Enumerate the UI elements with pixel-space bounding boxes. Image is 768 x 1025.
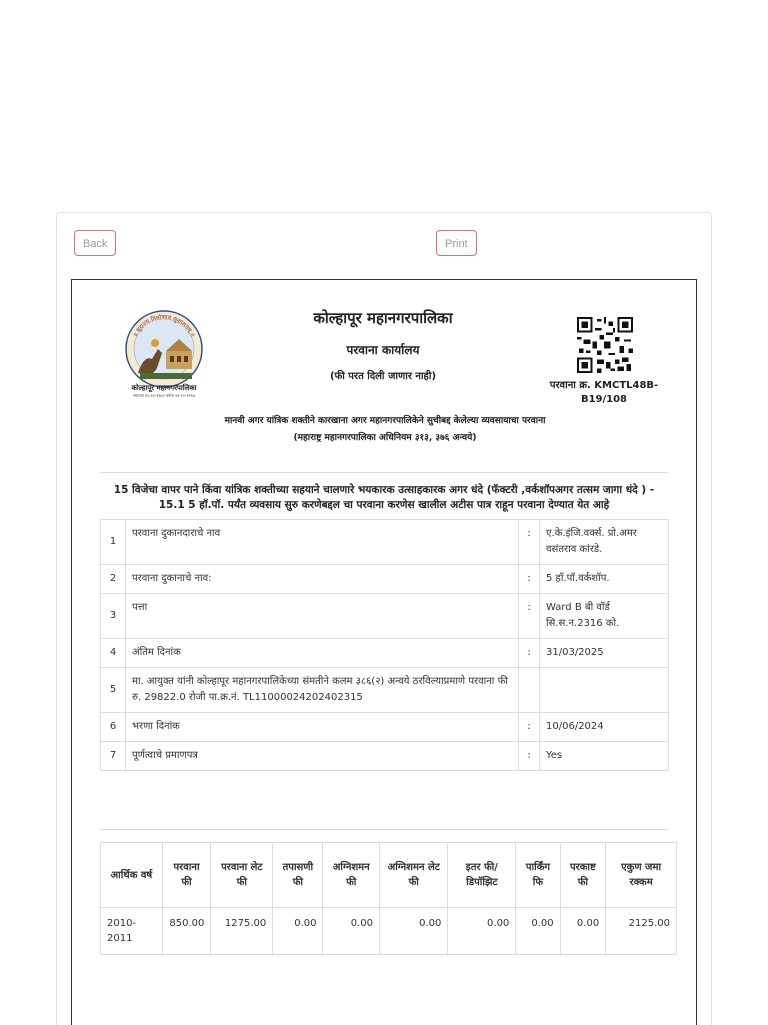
- fee-column-header: आर्थिक वर्ष: [101, 843, 163, 908]
- detail-label: पत्ता: [126, 594, 519, 639]
- fee-cell: 0.00: [560, 908, 606, 955]
- detail-number: 2: [101, 565, 126, 594]
- detail-colon: :: [519, 713, 540, 742]
- office-title: परवाना कार्यालय: [346, 343, 420, 357]
- fee-column-header: एकुण जमा रक्कम: [606, 843, 677, 908]
- license-description-line1: मानवी अगर यांत्रिक शक्तीने कारखाना अगर महानगरपालिकेने सुचीबद्द केलेल्या व्यवसायाचा परवाना: [224, 416, 546, 426]
- license-description-line2: (महाराष्ट्र महानगरपालिका अधिनियम ३१३, ३७६ अन्वये): [293, 433, 477, 443]
- detail-number: 3: [101, 594, 126, 639]
- detail-value: 31/03/2025: [540, 639, 669, 668]
- detail-colon: :: [519, 742, 540, 771]
- detail-label: भरणा दिनांक: [126, 713, 519, 742]
- detail-row: [101, 594, 669, 639]
- fee-cell: 0.00: [516, 908, 560, 955]
- logo-caption: [108, 384, 220, 399]
- detail-label: मा. आयुक्त यांनी कोल्हापूर महानगरपालिकेच्या संमतीने कलम ३८६(२) अन्वये ठरविल्याप्रमाणे परवाना फी रु. 29822.0 रोजी पा.क्र.नं. TL11000024202402315: [126, 668, 519, 713]
- license-description: [100, 413, 670, 447]
- fee-cell: 0.00: [380, 908, 448, 955]
- detail-value: 10/06/2024: [540, 713, 669, 742]
- fee-cell: 0.00: [323, 908, 380, 955]
- print-button[interactable]: Print: [436, 230, 477, 256]
- detail-number: 7: [101, 742, 126, 771]
- fee-column-header: परकाष्ट फी: [560, 843, 606, 908]
- non-refundable-note: (फी परत दिली जाणार नाही): [329, 371, 437, 382]
- detail-value: [540, 668, 669, 713]
- qr-code-icon: [577, 317, 633, 373]
- corporation-title: कोल्हापूर महानगरपालिका: [313, 309, 453, 327]
- detail-row: [101, 639, 669, 668]
- fee-column-header: परवाना लेट फी: [211, 843, 273, 908]
- detail-number: 4: [101, 639, 126, 668]
- detail-colon: [519, 668, 540, 713]
- detail-row: [101, 713, 669, 742]
- detail-row: [101, 520, 669, 565]
- detail-row: [101, 742, 669, 771]
- detail-colon: :: [519, 565, 540, 594]
- detail-number: 1: [101, 520, 126, 565]
- detail-label: परवाना दुकानदाराचे नाव: [126, 520, 519, 565]
- fee-table: [100, 842, 677, 955]
- fee-column-header: अग्निशमन फी: [323, 843, 380, 908]
- fee-column-header: पार्किंग फि: [516, 843, 560, 908]
- detail-label: पूर्णत्वाचे प्रमाणपत्र: [126, 742, 519, 771]
- license-details-table: [100, 519, 669, 771]
- fee-cell: 2010-2011: [101, 908, 163, 955]
- fee-column-header: अग्निशमन लेट फी: [380, 843, 448, 908]
- svg-text:॥ सुराज्य निर्माणाय सुशासनम् ॥: ॥ सुराज्य निर्माणाय सुशासनम् ॥: [131, 313, 197, 339]
- fee-column-header: परवाना फी: [162, 843, 211, 908]
- detail-value: 5 हॉ.पॉ.वर्कशॉप.: [540, 565, 669, 594]
- fee-cell: 1275.00: [211, 908, 273, 955]
- back-button[interactable]: Back: [74, 230, 116, 256]
- fee-cell: 850.00: [162, 908, 211, 955]
- fee-cell: 0.00: [273, 908, 323, 955]
- detail-value: ए.के.इंजि.वर्क्स. प्रो.अमर वसंतराव कांरडे.: [540, 520, 669, 565]
- detail-number: 5: [101, 668, 126, 713]
- business-category: 15 विजेचा वापर पाने किंवा यांत्रिक शक्तीच्या सहयाने चालणारे भयकारक उत्साहकारक अगर धंदे (फॅक्टरी ,वर्कशॉपअगर तत्सम जागा धंदे ) - 15.1 5 हॉ.पॉ. पर्यंत व्यवसाय सुरु करणेबद्दल चा परवाना करणेस खालील अटीस पात्र राहून परवाना देण्यात येत आहे: [113, 484, 655, 511]
- detail-number: 6: [101, 713, 126, 742]
- detail-value: Yes: [540, 742, 669, 771]
- divider: [100, 472, 668, 473]
- logo-caption-title: कोल्हापूर महानगरपालिका: [131, 384, 197, 392]
- fee-cell: 2125.00: [606, 908, 677, 955]
- detail-label: अंतिम दिनांक: [126, 639, 519, 668]
- fee-column-header: तपासणी फी: [273, 843, 323, 908]
- divider: [100, 829, 668, 830]
- detail-row: [101, 668, 669, 713]
- detail-colon: :: [519, 639, 540, 668]
- detail-row: [101, 565, 669, 594]
- detail-colon: :: [519, 594, 540, 639]
- detail-value: Ward B बी वॉर्ड सि.स.न.2316 को.: [540, 594, 669, 639]
- fee-column-header: इतर फी/ डिपॉझिट: [448, 843, 516, 908]
- detail-label: परवाना दुकानाचे नाव:: [126, 565, 519, 594]
- fee-row: [101, 908, 677, 955]
- detail-colon: :: [519, 520, 540, 565]
- logo-caption-subtitle: स्थापना १५-१२-१९७२ वर्धना १४-१२-१९९७: [133, 393, 195, 398]
- license-number: परवाना क्र. KMCTL48B-B19/108: [549, 380, 659, 405]
- fee-cell: 0.00: [448, 908, 516, 955]
